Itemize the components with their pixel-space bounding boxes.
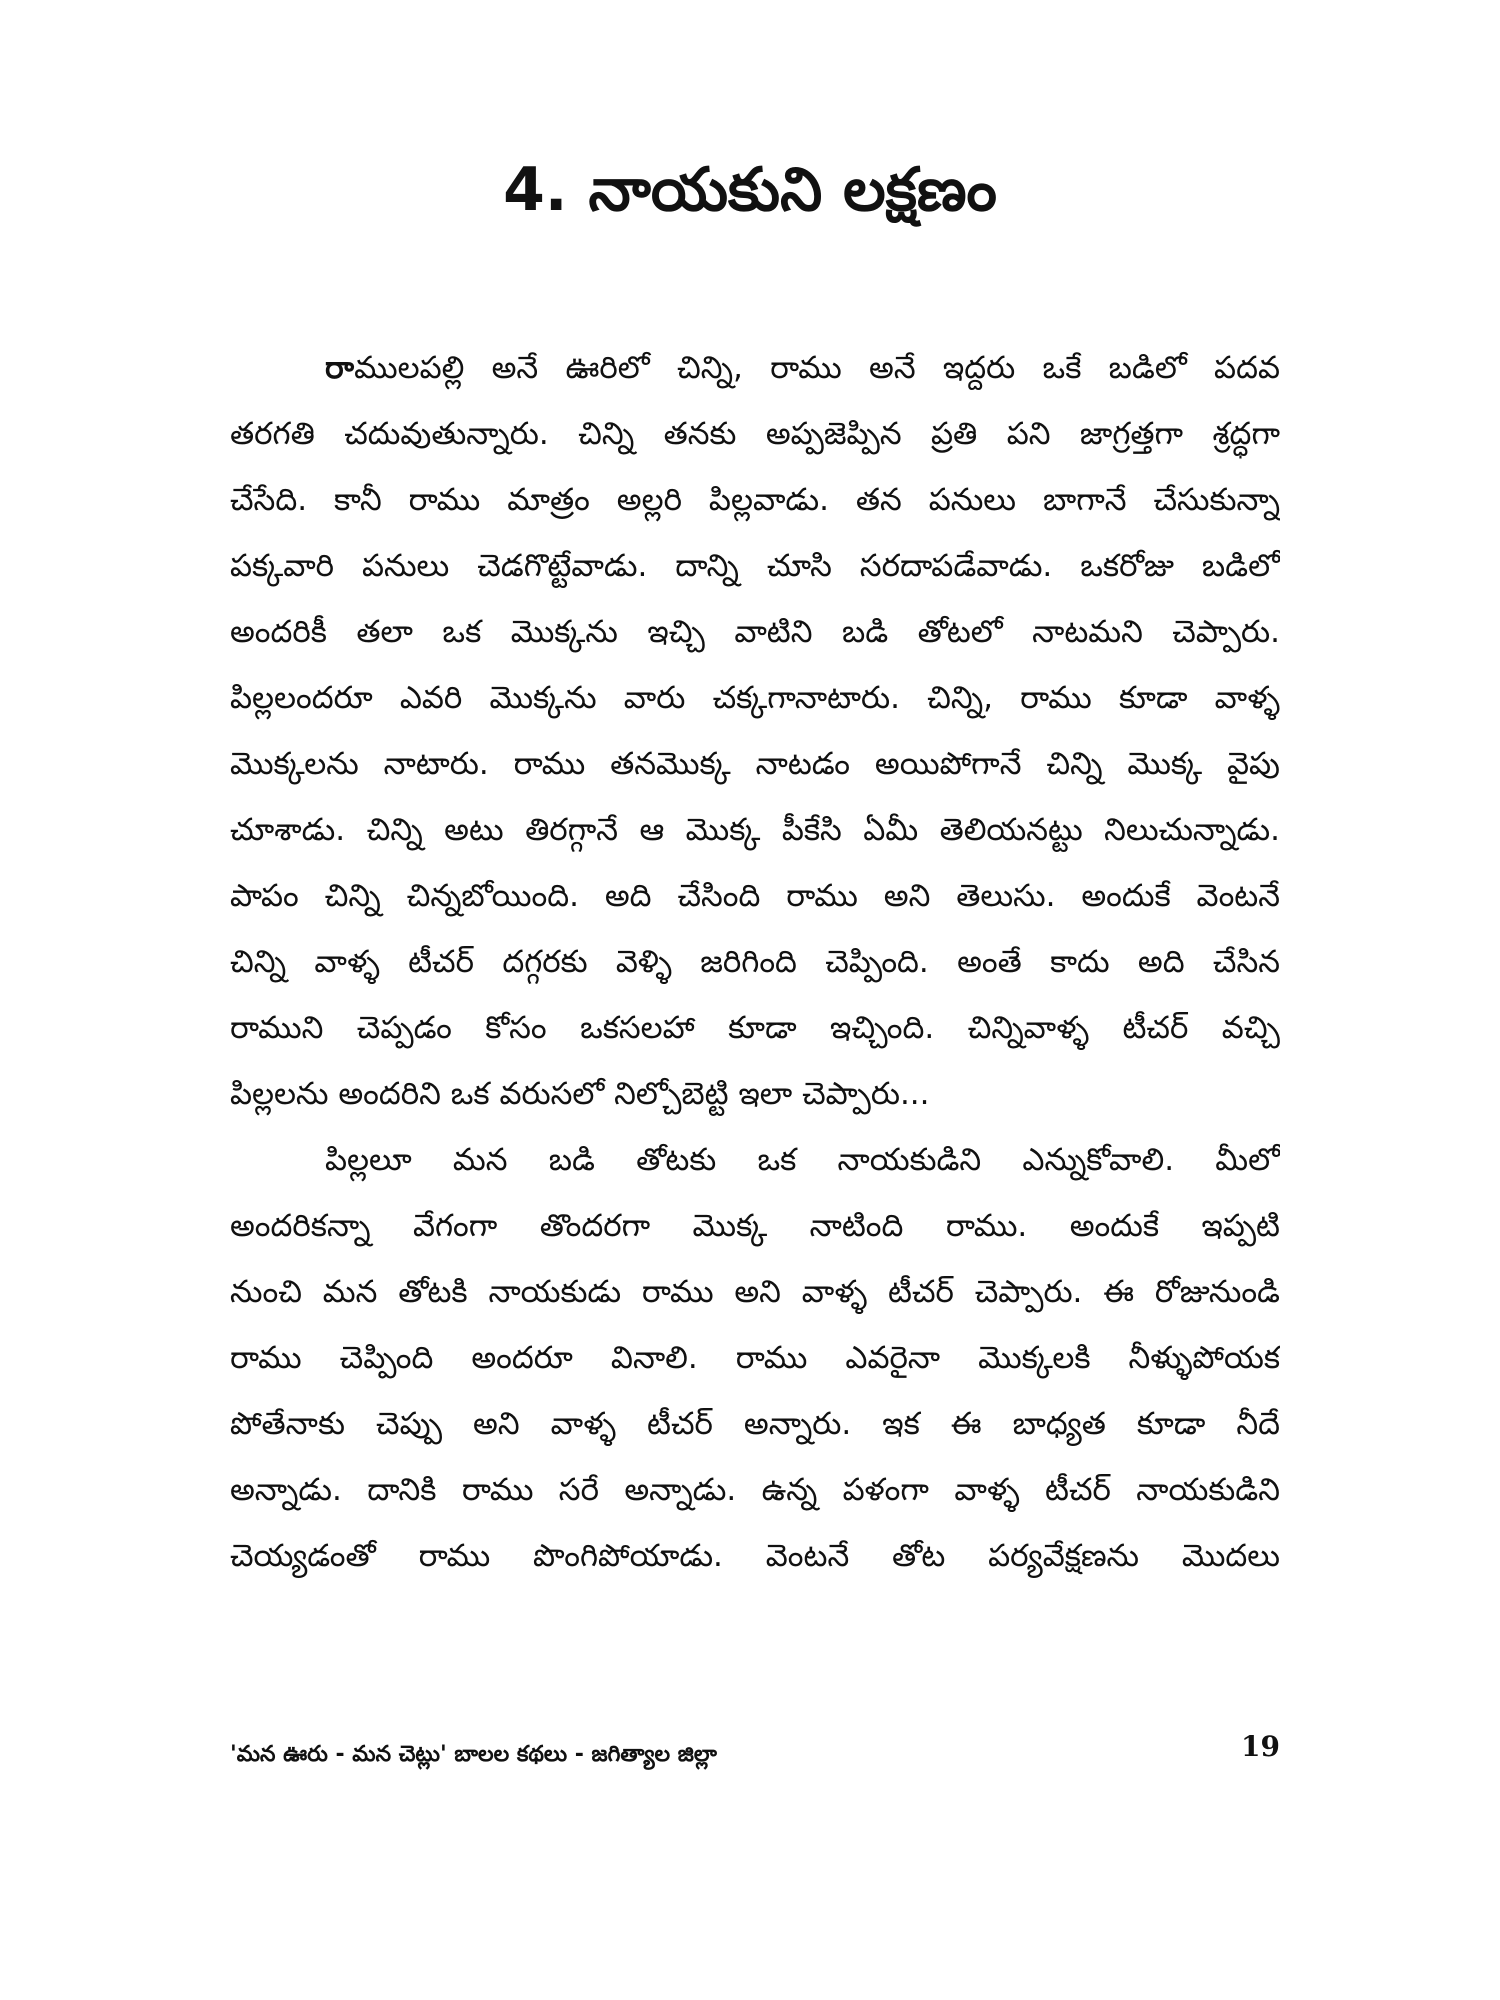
page-footer — [230, 1730, 1280, 1775]
text-line: నుంచి మన తోటకి నాయకుడు రాము అని వాళ్ళ టీచర్ చెప్పారు. ఈ రోజునుండి — [230, 1274, 1280, 1310]
page-number: 19 — [1241, 1730, 1280, 1763]
text-line: చెయ్యడంతో రాము పొంగిపోయాడు. వెంటనే తోట పర్యవేక్షణను మొదలు — [230, 1538, 1280, 1574]
text-line — [230, 335, 1280, 401]
text-line: రాముని చెప్పడం కోసం ఒకసలహా కూడా ఇచ్చింది. చిన్నివాళ్ళ టీచర్ వచ్చి — [230, 1010, 1280, 1046]
text-line: తరగతి చదువుతున్నారు. చిన్ని తనకు అప్పజెప్పిన ప్రతి పని జాగ్రత్తగా శ్రద్ధగా — [230, 416, 1280, 452]
text-line: అన్నాడు. దానికి రాము సరే అన్నాడు. ఉన్న పళంగా వాళ్ళ టీచర్ నాయకుడిని — [230, 1472, 1280, 1508]
text-line: పిల్లలందరూ ఎవరి మొక్కను వారు చక్కగానాటారు. చిన్ని, రాము కూడా వాళ్ళ — [230, 680, 1280, 716]
text-line: చేసేది. కానీ రాము మాత్రం అల్లరి పిల్లవాడు. తన పనులు బాగానే చేసుకున్నా — [230, 482, 1280, 518]
text-line: చూశాడు. చిన్ని అటు తిరగ్గానే ఆ మొక్క పీకేసి ఏమీ తెలియనట్టు నిలుచున్నాడు. — [230, 812, 1280, 848]
text-line: మొక్కలను నాటారు. రాము తనమొక్క నాటడం అయిపోగానే చిన్ని మొక్క వైపు — [230, 746, 1280, 782]
story-body — [230, 335, 1280, 1589]
text-line: పాపం చిన్ని చిన్నబోయింది. అది చేసింది రాము అని తెలుసు. అందుకే వెంటనే — [230, 878, 1280, 914]
text-line: అందరికన్నా వేగంగా తొందరగా మొక్క నాటింది రాము. అందుకే ఇప్పటి — [230, 1208, 1280, 1244]
chapter-title: 4. నాయకుని లక్షణం — [503, 155, 997, 225]
text-line: పోతేనాకు చెప్పు అని వాళ్ళ టీచర్ అన్నారు. ఇక ఈ బాధ్యత కూడా నీదే — [230, 1406, 1280, 1442]
text-line: రాము చెప్పింది అందరూ వినాలి. రాము ఎవరైనా మొక్కలకి నీళ్ళుపోయక — [230, 1340, 1280, 1376]
text-line: పిల్లలను అందరిని ఒక వరుసలో నిల్చోబెట్టి ఇలా చెప్పారు... — [230, 1076, 930, 1112]
book-title-footer: 'మన ఊరు - మన చెట్లు' బాలల కథలు - జగిత్యాల జిల్లా — [230, 1742, 717, 1767]
text-line: పక్కవారి పనులు చెడగొట్టేవాడు. దాన్ని చూసి సరదాపడేవాడు. ఒకరోజు బడిలో — [230, 548, 1280, 584]
text-line: అందరికీ తలా ఒక మొక్కను ఇచ్చి వాటిని బడి తోటలో నాటమని చెప్పారు. — [230, 614, 1280, 650]
text-line-content: ములపల్లి అనే ఊరిలో చిన్ని, రాము అనే ఇద్దరు ఒకే బడిలో పదవ — [354, 350, 1280, 386]
lead-syllable: రా — [325, 350, 355, 386]
text-line: పిల్లలూ మన బడి తోటకు ఒక నాయకుడిని ఎన్నుకోవాలి. మీలో — [325, 1142, 1280, 1178]
text-line: చిన్ని వాళ్ళ టీచర్ దగ్గరకు వెళ్ళి జరిగింది చెప్పింది. అంతే కాదు అది చేసిన — [230, 944, 1280, 980]
